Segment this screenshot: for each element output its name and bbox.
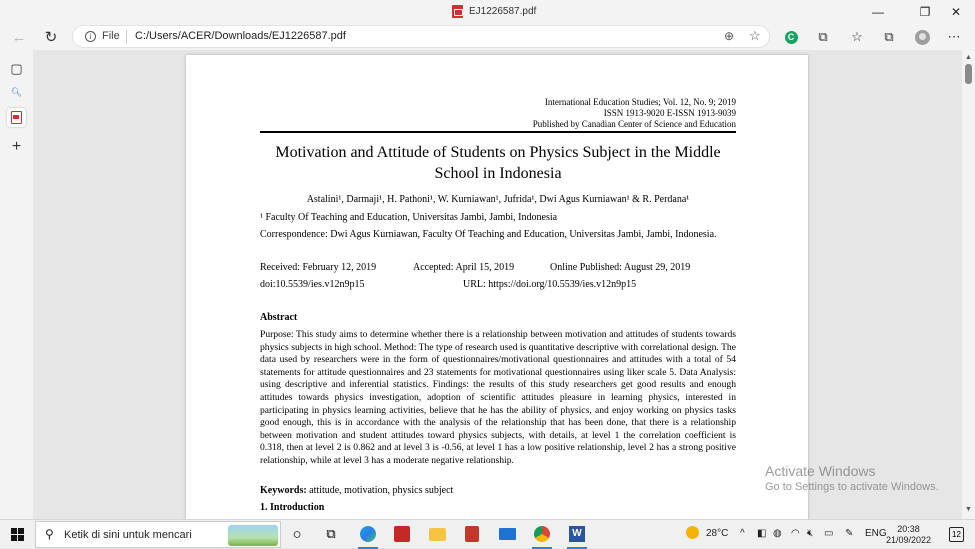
correspondence: Correspondence: Dwi Agus Kurniawan, Faculty Of Teaching and Education, Universitas Jambi, Jambi, Indonesia. [260, 229, 717, 240]
received-date: Received: February 12, 2019 [260, 262, 377, 273]
abstract-text: Purpose: This study aims to determine whether there is a relationship between motivation and attitudes of students towards physics subjects in high school. Method: The type of research used is quantitative descriptive with correlational design. The data used by researchers were in the form of questionnaires/motivational questionnaires and attitudes with a total of 54 statements for attitude questionnaires and 23 statements for motivational questionnaires using liker scale 5. Data Analysis: using descriptive and inferential statistics. Findings: the results of this study researchers get good results and enough attitudes towards physics investigation, adoption of scientific attitudes pleasure in learning physics, interested in participating in physics learning activities, believe that he has the ability of physics, and enjoy working on physics tasks good enough, this is in accordance with the analysis of the relationship that has been done, that there is a relationship between motivation and student attitudes toward physics subjects, with details, at level 1 the correlation coefficient is 0.318, then at level 2 is 0.862 and at level 3 is -0.56, at level 1 has a low positive relationship, level 2 has a strong positive relationship, while at level 3 has a moderate negative relationship. [260, 329, 736, 466]
keywords-text: attitude, motivation, physics subject [309, 485, 454, 496]
watermark-title: Activate Windows [765, 463, 876, 479]
tab-actions-icon[interactable]: ▢ [10, 60, 23, 76]
wifi-icon[interactable]: ◠ [791, 528, 800, 539]
keywords [260, 485, 453, 496]
notification-badge[interactable]: 12 [949, 527, 964, 542]
author-list: Astalini¹, Darmaji¹, H. Pathoni¹, W. Kurniawan¹, Jufrida¹, Dwi Agus Kurniawan¹ & R. Perdana¹ [306, 194, 690, 205]
pdf-page [186, 55, 808, 519]
language-indicator[interactable]: ENG [865, 528, 887, 539]
keywords-label: Keywords: [260, 485, 307, 496]
task-view-icon[interactable]: ⧉ [326, 526, 336, 541]
title-bar [0, 0, 975, 24]
profile-avatar[interactable] [913, 28, 931, 46]
taskbar-search[interactable] [35, 521, 281, 548]
search-icon: ⚲ [45, 527, 54, 541]
pen-icon[interactable]: ✎ [845, 528, 854, 539]
paper-title-line: School in Indonesia [434, 165, 562, 182]
favorite-star-icon[interactable]: ☆ [749, 28, 761, 43]
weather-icon[interactable] [686, 526, 699, 542]
watermark-subtitle: Go to Settings to activate Windows. [765, 481, 939, 493]
tray-chevron-up-icon[interactable]: ^ [740, 528, 745, 539]
file-explorer-icon[interactable] [427, 524, 447, 544]
journal-header [533, 97, 736, 130]
restore-button[interactable]: ❐ [919, 5, 931, 19]
collections-icon[interactable]: ⧉ [884, 29, 894, 44]
url-text[interactable]: C:/Users/ACER/Downloads/EJ1226587.pdf [135, 30, 346, 42]
close-button[interactable]: ✕ [950, 5, 962, 19]
pdf-viewer[interactable] [33, 50, 962, 519]
weather-temp[interactable]: 28°C [706, 528, 729, 539]
section-heading: 1. Introduction [260, 502, 325, 513]
journal-line: Published by Canadian Center of Science and Education [532, 119, 736, 129]
clock-date: 21/09/2022 [886, 535, 932, 545]
chrome-icon[interactable] [532, 524, 552, 544]
system-clock[interactable] [886, 524, 931, 546]
zoom-icon[interactable]: ⊕ [724, 29, 735, 43]
affiliation: ¹ Faculty Of Teaching and Education, Universitas Jambi, Jambi, Indonesia [260, 212, 558, 223]
acrobat-icon[interactable] [392, 524, 412, 544]
address-bar[interactable] [72, 25, 770, 48]
extensions-puzzle-icon[interactable]: ⧉ [818, 29, 828, 44]
edge-browser-icon[interactable] [358, 524, 378, 544]
accepted-date: Accepted: April 15, 2019 [413, 262, 515, 273]
scroll-up-icon[interactable]: ▲ [965, 54, 972, 61]
journal-line: ISSN 1913-9020 E-ISSN 1913-9039 [603, 108, 736, 118]
address-separator [126, 30, 127, 44]
volume-muted-icon[interactable]: 🔇︎ [807, 528, 814, 539]
cortana-circle-icon[interactable]: ○ [292, 525, 302, 543]
vertical-tabs-sidebar [0, 50, 33, 519]
doi: doi:10.5539/ies.v12n9p15 [260, 279, 365, 290]
window-title [452, 5, 536, 18]
window-title-text: EJ1226587.pdf [469, 6, 537, 17]
pdf-tab-icon[interactable] [7, 108, 26, 127]
search-tabs-icon[interactable]: 🔍︎ [10, 87, 23, 97]
doi-url[interactable]: URL: https://doi.org/10.5539/ies.v12n9p15 [463, 279, 637, 290]
vertical-scrollbar[interactable] [962, 50, 975, 519]
minimize-button[interactable]: — [872, 5, 884, 19]
scroll-down-icon[interactable]: ▼ [965, 506, 972, 513]
paper-title-line: Motivation and Attitude of Students on Physics Subject in the Middle [275, 144, 721, 161]
extension-green-icon[interactable]: C [782, 28, 800, 46]
tray-network-status-icon[interactable]: ◍ [773, 528, 782, 539]
refresh-icon[interactable]: ↻ [44, 29, 58, 46]
header-rule [260, 131, 736, 133]
word-icon[interactable]: W [567, 524, 587, 544]
published-date: Online Published: August 29, 2019 [550, 262, 691, 273]
scroll-thumb[interactable] [965, 64, 972, 84]
battery-icon[interactable]: ▭ [824, 528, 834, 539]
media-app-icon[interactable] [462, 524, 482, 544]
back-arrow-icon[interactable]: ← [11, 28, 27, 46]
new-tab-plus-icon[interactable]: + [11, 137, 22, 155]
taskbar [0, 519, 975, 548]
abstract-heading: Abstract [260, 312, 298, 323]
mail-icon[interactable] [497, 524, 517, 544]
info-icon[interactable]: i [85, 31, 96, 42]
pdf-file-icon [452, 5, 463, 18]
windows-start-icon[interactable] [11, 528, 24, 541]
paper-title [260, 142, 736, 184]
journal-line: International Education Studies; Vol. 12, No. 9; 2019 [544, 97, 736, 107]
search-highlight-image [228, 525, 278, 546]
tray-app-icon[interactable]: ◧ [757, 528, 767, 539]
search-placeholder: Ketik di sini untuk mencari [64, 529, 192, 541]
activate-windows-watermark [765, 463, 939, 493]
more-menu-icon[interactable]: ⋯ [947, 29, 961, 44]
file-scheme-label: File [102, 30, 120, 42]
clock-time: 20:38 [897, 524, 920, 534]
favorites-icon[interactable]: ☆ [851, 29, 863, 44]
